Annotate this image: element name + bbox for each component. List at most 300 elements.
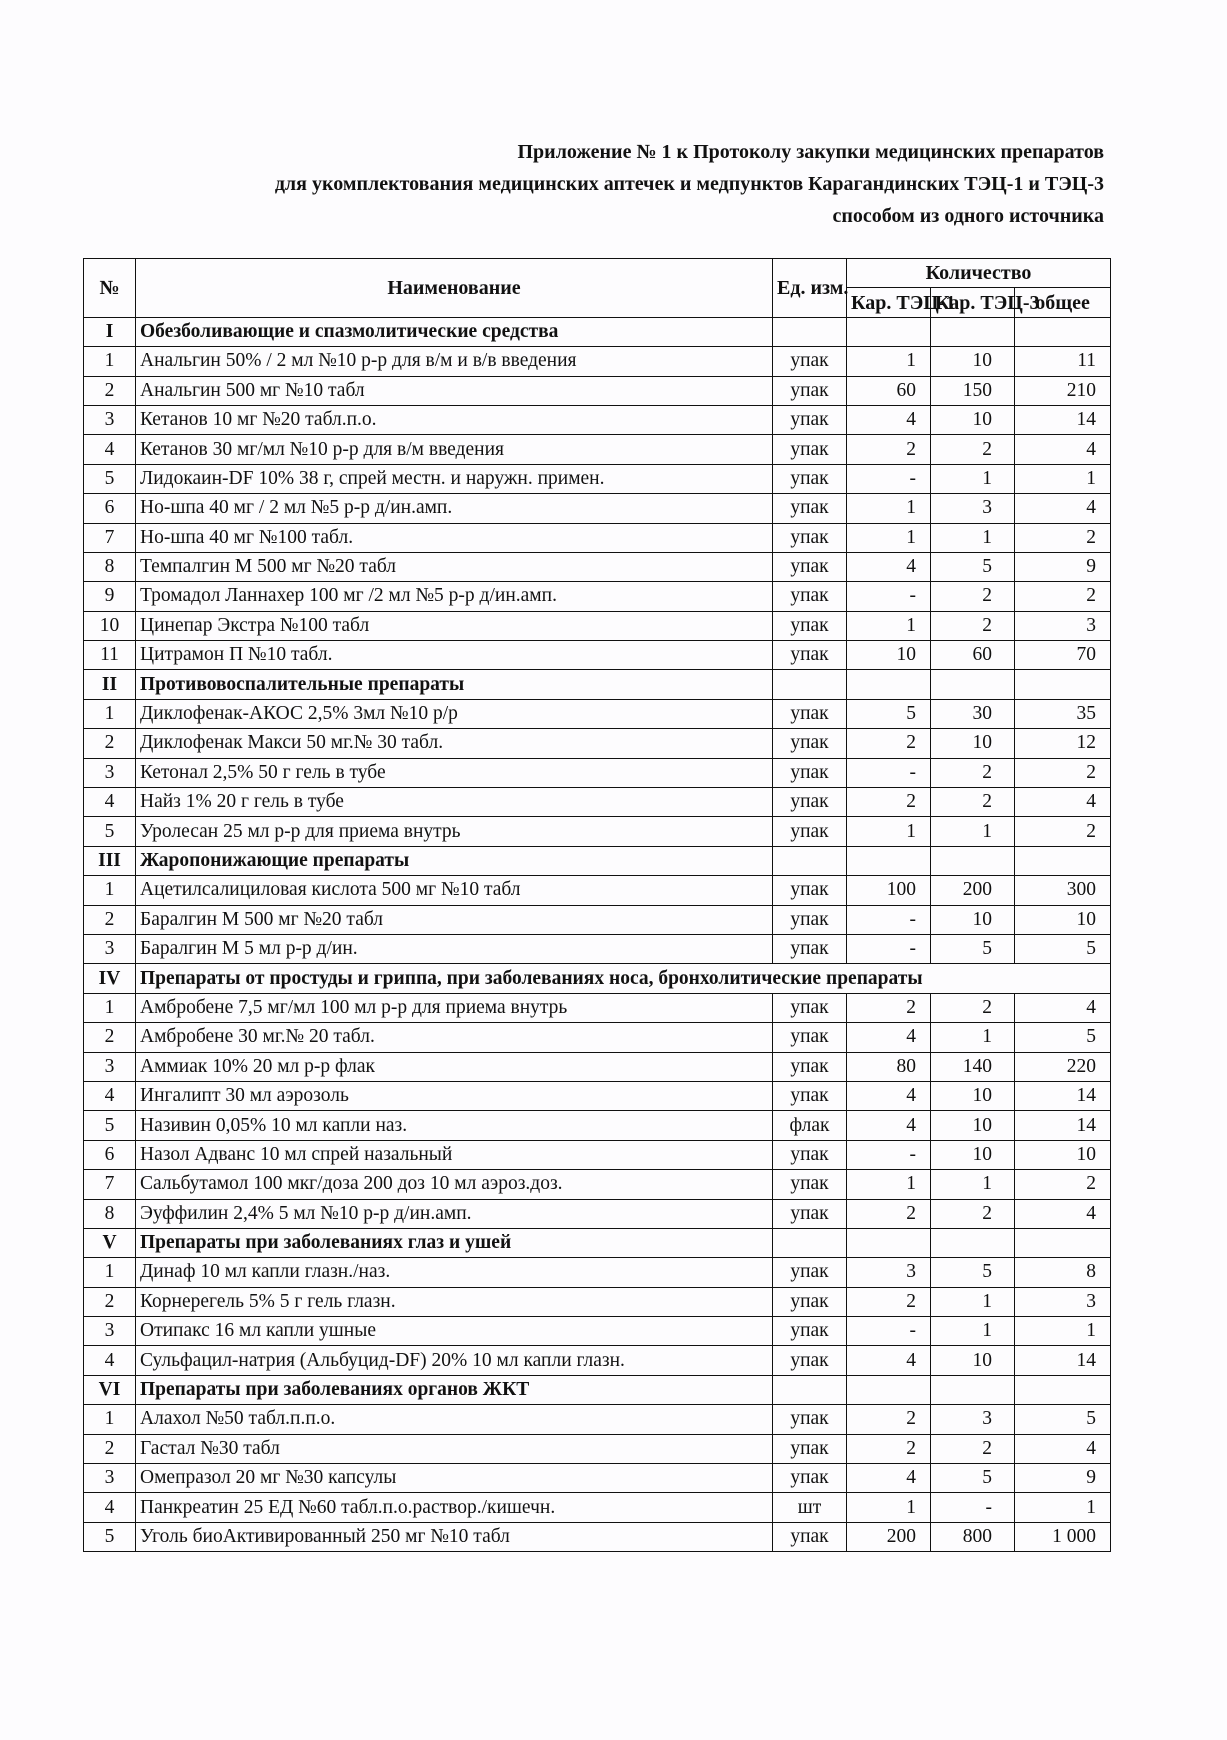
col-header-tec3: Кар. ТЭЦ-3 <box>931 288 1015 317</box>
empty-cell <box>773 1228 847 1257</box>
item-unit: упак <box>773 1434 847 1463</box>
qty-total: 1 000 <box>1015 1522 1111 1551</box>
item-unit: упак <box>773 641 847 670</box>
section-title: Жаропонижающие препараты <box>136 846 773 875</box>
item-number: 3 <box>84 934 136 963</box>
document-header <box>275 136 1104 232</box>
qty-tec3: 2 <box>931 1434 1015 1463</box>
table-row <box>84 1081 1111 1110</box>
qty-tec3: 150 <box>931 376 1015 405</box>
qty-total: 11 <box>1015 347 1111 376</box>
section-row <box>84 670 1111 699</box>
item-number: 5 <box>84 817 136 846</box>
item-name: Уголь биоАктивированный 250 мг №10 табл <box>136 1522 773 1551</box>
empty-cell <box>1015 317 1111 346</box>
item-number: 3 <box>84 1052 136 1081</box>
qty-tec3: 1 <box>931 1317 1015 1346</box>
item-number: 2 <box>84 729 136 758</box>
qty-tec1: - <box>847 934 931 963</box>
qty-tec3: 1 <box>931 1023 1015 1052</box>
qty-tec3: 10 <box>931 405 1015 434</box>
item-number: 4 <box>84 1081 136 1110</box>
item-number: 7 <box>84 1170 136 1199</box>
qty-tec3: 30 <box>931 699 1015 728</box>
item-unit: шт <box>773 1493 847 1522</box>
item-number: 1 <box>84 347 136 376</box>
empty-cell <box>773 1375 847 1404</box>
item-number: 9 <box>84 582 136 611</box>
item-unit: упак <box>773 1140 847 1169</box>
item-name: Лидокаин-DF 10% 38 г, спрей местн. и наружн. примен. <box>136 464 773 493</box>
item-unit: упак <box>773 1287 847 1316</box>
item-name: Сальбутамол 100 мкг/доза 200 доз 10 мл аэроз.доз. <box>136 1170 773 1199</box>
qty-tec1: 5 <box>847 699 931 728</box>
qty-tec1: 1 <box>847 523 931 552</box>
table-row <box>84 1434 1111 1463</box>
item-name: Аммиак 10% 20 мл р-р флак <box>136 1052 773 1081</box>
qty-total: 4 <box>1015 435 1111 464</box>
empty-cell <box>847 846 931 875</box>
item-name: Диклофенак-АКОС 2,5% 3мл №10 р/р <box>136 699 773 728</box>
qty-tec3: 1 <box>931 523 1015 552</box>
qty-tec1: 4 <box>847 1111 931 1140</box>
qty-tec1: 2 <box>847 1405 931 1434</box>
section-number: III <box>84 846 136 875</box>
qty-tec1: 4 <box>847 405 931 434</box>
table-row <box>84 1493 1111 1522</box>
qty-total: 4 <box>1015 1434 1111 1463</box>
table-row <box>84 582 1111 611</box>
qty-tec3: 1 <box>931 1170 1015 1199</box>
qty-tec3: 1 <box>931 1287 1015 1316</box>
table-row <box>84 1140 1111 1169</box>
item-unit: упак <box>773 1081 847 1110</box>
item-number: 2 <box>84 1434 136 1463</box>
empty-cell <box>931 846 1015 875</box>
qty-total: 10 <box>1015 1140 1111 1169</box>
qty-total: 210 <box>1015 376 1111 405</box>
qty-total: 4 <box>1015 1199 1111 1228</box>
item-unit: упак <box>773 788 847 817</box>
item-name: Називин 0,05% 10 мл капли наз. <box>136 1111 773 1140</box>
item-name: Ацетилсалициловая кислота 500 мг №10 табл <box>136 876 773 905</box>
table-row <box>84 699 1111 728</box>
qty-tec1: 60 <box>847 376 931 405</box>
item-unit: упак <box>773 582 847 611</box>
qty-tec3: 5 <box>931 934 1015 963</box>
qty-total: 12 <box>1015 729 1111 758</box>
item-unit: упак <box>773 876 847 905</box>
qty-total: 14 <box>1015 1111 1111 1140</box>
header-line-2: для укомплектования медицинских аптечек и медпунктов Карагандинских ТЭЦ-1 и ТЭЦ-3 <box>274 173 1104 195</box>
qty-total: 8 <box>1015 1258 1111 1287</box>
empty-cell <box>1015 846 1111 875</box>
item-name: Но-шпа 40 мг №100 табл. <box>136 523 773 552</box>
item-name: Гастал №30 табл <box>136 1434 773 1463</box>
item-name: Динаф 10 мл капли глазн./наз. <box>136 1258 773 1287</box>
qty-tec3: 10 <box>931 905 1015 934</box>
item-unit: упак <box>773 817 847 846</box>
table-body <box>84 317 1111 1551</box>
item-unit: упак <box>773 464 847 493</box>
item-number: 5 <box>84 464 136 493</box>
qty-tec1: 1 <box>847 1170 931 1199</box>
table-row <box>84 1199 1111 1228</box>
table-row <box>84 729 1111 758</box>
item-number: 1 <box>84 699 136 728</box>
item-unit: упак <box>773 347 847 376</box>
item-name: Найз 1% 20 г гель в тубе <box>136 788 773 817</box>
table-row <box>84 1346 1111 1375</box>
qty-tec1: 1 <box>847 817 931 846</box>
item-name: Отипакс 16 мл капли ушные <box>136 1317 773 1346</box>
col-header-name: Наименование <box>136 259 773 318</box>
item-name: Цинепар Экстра №100 табл <box>136 611 773 640</box>
table-row <box>84 1522 1111 1551</box>
empty-cell <box>931 670 1015 699</box>
medicines-table <box>83 258 1111 1552</box>
qty-tec3: 1 <box>931 817 1015 846</box>
qty-tec3: 2 <box>931 788 1015 817</box>
qty-tec1: - <box>847 582 931 611</box>
qty-tec1: 4 <box>847 1023 931 1052</box>
item-name: Амбробене 30 мг.№ 20 табл. <box>136 1023 773 1052</box>
item-name: Диклофенак Макси 50 мг.№ 30 табл. <box>136 729 773 758</box>
item-number: 3 <box>84 405 136 434</box>
qty-tec1: - <box>847 464 931 493</box>
table-row <box>84 464 1111 493</box>
qty-tec3: 1 <box>931 464 1015 493</box>
qty-total: 14 <box>1015 405 1111 434</box>
qty-total: 5 <box>1015 934 1111 963</box>
qty-tec3: 200 <box>931 876 1015 905</box>
header-line-1: Приложение № 1 к Протоколу закупки медицинских препаратов <box>517 141 1104 163</box>
item-number: 7 <box>84 523 136 552</box>
item-number: 3 <box>84 1464 136 1493</box>
table-row <box>84 1317 1111 1346</box>
item-number: 1 <box>84 876 136 905</box>
section-title: Препараты при заболеваниях глаз и ушей <box>136 1228 773 1257</box>
qty-tec3: 10 <box>931 1346 1015 1375</box>
qty-tec3: 5 <box>931 1464 1015 1493</box>
qty-total: 14 <box>1015 1081 1111 1110</box>
qty-tec1: 2 <box>847 1287 931 1316</box>
qty-tec1: - <box>847 1317 931 1346</box>
qty-tec3: 3 <box>931 494 1015 523</box>
empty-cell <box>1015 670 1111 699</box>
qty-tec3: 800 <box>931 1522 1015 1551</box>
table-row <box>84 788 1111 817</box>
table-row <box>84 905 1111 934</box>
item-unit: упак <box>773 1023 847 1052</box>
item-unit: флак <box>773 1111 847 1140</box>
qty-total: 2 <box>1015 1170 1111 1199</box>
item-name: Кетанов 30 мг/мл №10 р-р для в/м введения <box>136 435 773 464</box>
section-title: Обезболивающие и спазмолитические средства <box>136 317 773 346</box>
qty-tec3: 2 <box>931 435 1015 464</box>
section-title: Препараты от простуды и гриппа, при заболеваниях носа, бронхолитические препараты <box>136 964 1111 993</box>
item-name: Назол Адванс 10 мл спрей назальный <box>136 1140 773 1169</box>
item-unit: упак <box>773 1052 847 1081</box>
qty-tec1: 2 <box>847 788 931 817</box>
table-row <box>84 934 1111 963</box>
qty-tec1: 4 <box>847 1081 931 1110</box>
qty-total: 4 <box>1015 993 1111 1022</box>
section-number: I <box>84 317 136 346</box>
empty-cell <box>931 1375 1015 1404</box>
qty-total: 5 <box>1015 1405 1111 1434</box>
table-row <box>84 1111 1111 1140</box>
section-number: VI <box>84 1375 136 1404</box>
item-unit: упак <box>773 758 847 787</box>
qty-tec1: 1 <box>847 347 931 376</box>
qty-total: 5 <box>1015 1023 1111 1052</box>
qty-tec3: 10 <box>931 1140 1015 1169</box>
item-number: 2 <box>84 1023 136 1052</box>
qty-total: 10 <box>1015 905 1111 934</box>
col-header-quantity: Количество <box>847 259 1111 288</box>
qty-tec1: 3 <box>847 1258 931 1287</box>
qty-tec1: 4 <box>847 1346 931 1375</box>
empty-cell <box>847 317 931 346</box>
table-row <box>84 758 1111 787</box>
item-name: Баралгин М 5 мл р-р д/ин. <box>136 934 773 963</box>
qty-tec3: 3 <box>931 1405 1015 1434</box>
item-name: Цитрамон П №10 табл. <box>136 641 773 670</box>
qty-total: 70 <box>1015 641 1111 670</box>
table-row <box>84 552 1111 581</box>
qty-total: 9 <box>1015 552 1111 581</box>
qty-total: 35 <box>1015 699 1111 728</box>
section-row <box>84 317 1111 346</box>
item-name: Сульфацил-натрия (Альбуцид-DF) 20% 10 мл капли глазн. <box>136 1346 773 1375</box>
qty-tec3: 140 <box>931 1052 1015 1081</box>
qty-tec1: 100 <box>847 876 931 905</box>
item-number: 6 <box>84 1140 136 1169</box>
item-unit: упак <box>773 494 847 523</box>
item-name: Омепразол 20 мг №30 капсулы <box>136 1464 773 1493</box>
item-unit: упак <box>773 1317 847 1346</box>
item-number: 2 <box>84 376 136 405</box>
item-name: Алахол №50 табл.п.п.о. <box>136 1405 773 1434</box>
section-row <box>84 1375 1111 1404</box>
qty-total: 4 <box>1015 494 1111 523</box>
qty-tec3: 10 <box>931 347 1015 376</box>
table-row <box>84 611 1111 640</box>
item-name: Панкреатин 25 ЕД №60 табл.п.о.раствор./кишечн. <box>136 1493 773 1522</box>
table-row <box>84 1464 1111 1493</box>
item-name: Корнерегель 5% 5 г гель глазн. <box>136 1287 773 1316</box>
table-row <box>84 435 1111 464</box>
qty-tec3: - <box>931 1493 1015 1522</box>
col-header-total: общее <box>1015 288 1111 317</box>
item-number: 2 <box>84 1287 136 1316</box>
empty-cell <box>847 1375 931 1404</box>
qty-tec1: 1 <box>847 611 931 640</box>
qty-tec3: 2 <box>931 611 1015 640</box>
qty-total: 2 <box>1015 817 1111 846</box>
qty-tec1: 2 <box>847 1199 931 1228</box>
table-row <box>84 347 1111 376</box>
item-name: Анальгин 50% / 2 мл №10 р-р для в/м и в/в введения <box>136 347 773 376</box>
section-title: Противовоспалительные препараты <box>136 670 773 699</box>
qty-total: 1 <box>1015 1317 1111 1346</box>
empty-cell <box>847 1228 931 1257</box>
item-number: 4 <box>84 435 136 464</box>
qty-tec1: 2 <box>847 435 931 464</box>
item-unit: упак <box>773 1258 847 1287</box>
empty-cell <box>773 317 847 346</box>
item-unit: упак <box>773 405 847 434</box>
item-unit: упак <box>773 1405 847 1434</box>
empty-cell <box>1015 1375 1111 1404</box>
item-number: 6 <box>84 494 136 523</box>
section-row <box>84 964 1111 993</box>
qty-total: 300 <box>1015 876 1111 905</box>
empty-cell <box>931 317 1015 346</box>
empty-cell <box>773 846 847 875</box>
item-number: 4 <box>84 1346 136 1375</box>
col-header-unit: Ед. изм. <box>773 259 847 318</box>
table-row <box>84 494 1111 523</box>
item-unit: упак <box>773 1170 847 1199</box>
qty-tec3: 60 <box>931 641 1015 670</box>
qty-total: 2 <box>1015 523 1111 552</box>
qty-tec3: 2 <box>931 758 1015 787</box>
qty-tec1: 4 <box>847 552 931 581</box>
qty-tec3: 5 <box>931 1258 1015 1287</box>
qty-tec1: - <box>847 758 931 787</box>
item-name: Эуффилин 2,4% 5 мл №10 р-р д/ин.амп. <box>136 1199 773 1228</box>
col-header-tec1: Кар. ТЭЦ-1 <box>847 288 931 317</box>
item-number: 10 <box>84 611 136 640</box>
item-number: 8 <box>84 1199 136 1228</box>
item-number: 8 <box>84 552 136 581</box>
qty-tec1: 1 <box>847 1493 931 1522</box>
item-unit: упак <box>773 905 847 934</box>
qty-total: 2 <box>1015 582 1111 611</box>
section-number: IV <box>84 964 136 993</box>
section-number: V <box>84 1228 136 1257</box>
item-unit: упак <box>773 699 847 728</box>
item-number: 1 <box>84 1405 136 1434</box>
qty-tec1: 4 <box>847 1464 931 1493</box>
item-unit: упак <box>773 523 847 552</box>
qty-tec3: 10 <box>931 1111 1015 1140</box>
table-row <box>84 876 1111 905</box>
item-unit: упак <box>773 934 847 963</box>
item-name: Ингалипт 30 мл аэрозоль <box>136 1081 773 1110</box>
empty-cell <box>773 670 847 699</box>
item-number: 4 <box>84 1493 136 1522</box>
table-row <box>84 993 1111 1022</box>
qty-tec1: - <box>847 905 931 934</box>
empty-cell <box>847 670 931 699</box>
section-number: II <box>84 670 136 699</box>
qty-total: 4 <box>1015 788 1111 817</box>
header-line-3: способом из одного источника <box>832 205 1104 227</box>
item-number: 5 <box>84 1111 136 1140</box>
qty-tec3: 10 <box>931 1081 1015 1110</box>
item-name: Кетонал 2,5% 50 г гель в тубе <box>136 758 773 787</box>
table-row <box>84 523 1111 552</box>
item-number: 3 <box>84 1317 136 1346</box>
item-unit: упак <box>773 1464 847 1493</box>
qty-tec1: - <box>847 1140 931 1169</box>
item-unit: упак <box>773 1346 847 1375</box>
item-number: 11 <box>84 641 136 670</box>
item-name: Темпалгин М 500 мг №20 табл <box>136 552 773 581</box>
qty-tec3: 10 <box>931 729 1015 758</box>
qty-total: 3 <box>1015 1287 1111 1316</box>
qty-total: 1 <box>1015 464 1111 493</box>
empty-cell <box>1015 1228 1111 1257</box>
qty-total: 220 <box>1015 1052 1111 1081</box>
qty-total: 14 <box>1015 1346 1111 1375</box>
item-name: Тромадол Ланнахер 100 мг /2 мл №5 р-р д/ин.амп. <box>136 582 773 611</box>
item-name: Уролесан 25 мл р-р для приема внутрь <box>136 817 773 846</box>
table-row <box>84 1258 1111 1287</box>
table-row <box>84 376 1111 405</box>
item-unit: упак <box>773 376 847 405</box>
item-unit: упак <box>773 435 847 464</box>
item-name: Анальгин 500 мг №10 табл <box>136 376 773 405</box>
table-row <box>84 1170 1111 1199</box>
table-row <box>84 1405 1111 1434</box>
qty-total: 3 <box>1015 611 1111 640</box>
item-unit: упак <box>773 1522 847 1551</box>
table-row <box>84 405 1111 434</box>
table-row <box>84 1023 1111 1052</box>
item-name: Баралгин М 500 мг №20 табл <box>136 905 773 934</box>
table-header <box>84 259 1111 318</box>
qty-tec3: 5 <box>931 552 1015 581</box>
item-number: 1 <box>84 1258 136 1287</box>
item-unit: упак <box>773 611 847 640</box>
qty-tec1: 2 <box>847 729 931 758</box>
item-unit: упак <box>773 1199 847 1228</box>
table-row <box>84 1287 1111 1316</box>
qty-tec3: 2 <box>931 993 1015 1022</box>
item-name: Но-шпа 40 мг / 2 мл №5 р-р д/ин.амп. <box>136 494 773 523</box>
item-number: 1 <box>84 993 136 1022</box>
item-unit: упак <box>773 552 847 581</box>
item-number: 5 <box>84 1522 136 1551</box>
table-row <box>84 641 1111 670</box>
qty-total: 1 <box>1015 1493 1111 1522</box>
col-header-num: № <box>84 259 136 318</box>
item-number: 3 <box>84 758 136 787</box>
qty-tec1: 2 <box>847 993 931 1022</box>
qty-tec1: 80 <box>847 1052 931 1081</box>
qty-total: 2 <box>1015 758 1111 787</box>
qty-total: 9 <box>1015 1464 1111 1493</box>
item-name: Амбробене 7,5 мг/мл 100 мл р-р для приема внутрь <box>136 993 773 1022</box>
empty-cell <box>931 1228 1015 1257</box>
item-unit: упак <box>773 729 847 758</box>
section-row <box>84 1228 1111 1257</box>
item-number: 2 <box>84 905 136 934</box>
qty-tec1: 200 <box>847 1522 931 1551</box>
qty-tec1: 2 <box>847 1434 931 1463</box>
table-row <box>84 817 1111 846</box>
qty-tec1: 1 <box>847 494 931 523</box>
item-number: 4 <box>84 788 136 817</box>
qty-tec3: 2 <box>931 1199 1015 1228</box>
qty-tec1: 10 <box>847 641 931 670</box>
table-row <box>84 1052 1111 1081</box>
qty-tec3: 2 <box>931 582 1015 611</box>
